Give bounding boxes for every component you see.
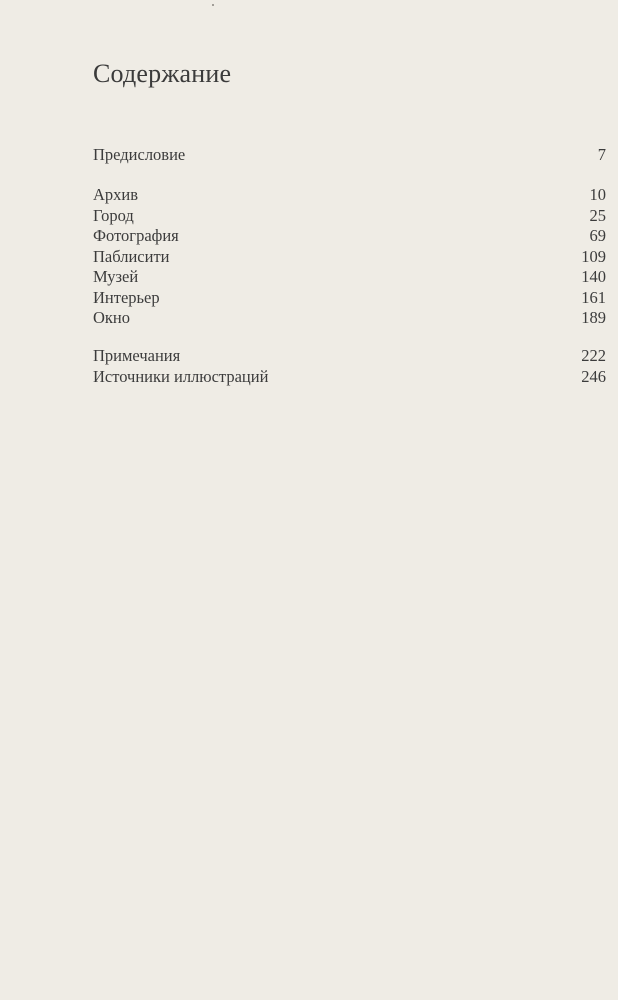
toc-entry-page: 109 (581, 246, 606, 266)
toc-entry-label: Город (93, 205, 134, 225)
toc-entry (93, 288, 606, 309)
toc-entry-page: 246 (581, 366, 606, 386)
toc-entry-label: Окно (93, 308, 131, 327)
toc-entry-page: 7 (597, 145, 606, 164)
toc-entry (93, 308, 606, 329)
toc-entry-page: 140 (581, 267, 606, 286)
toc-entry-label: Источники иллюстраций (93, 366, 269, 386)
toc-entry-page: 161 (581, 287, 606, 307)
page-title: Содержание (93, 59, 232, 88)
toc-entry-label: Предисловие (93, 145, 186, 164)
toc-entry-label: Интерьер (93, 287, 160, 307)
toc-entry-page: 10 (589, 185, 606, 204)
toc-entry-label: Фотография (93, 226, 179, 245)
toc-entry-label: Музей (93, 267, 139, 286)
toc-entry (93, 226, 606, 247)
toc-entry-page: 25 (589, 205, 606, 225)
toc-chapters (93, 185, 606, 329)
toc-back-matter (93, 346, 606, 387)
toc-front-matter (93, 145, 606, 166)
toc-entry-page: 189 (581, 308, 606, 327)
toc-entry-label: Примечания (93, 346, 181, 365)
toc-entry (93, 145, 606, 166)
toc-entry (93, 206, 606, 227)
toc-entry (93, 367, 606, 388)
toc-entry (93, 346, 606, 367)
toc-entry (93, 247, 606, 268)
toc-entry-page: 69 (589, 226, 606, 245)
toc-entry (93, 185, 606, 206)
toc-entry-page: 222 (581, 346, 606, 365)
paper-speck (212, 4, 214, 6)
toc-entry-label: Паблисити (93, 246, 170, 266)
toc-entry-label: Архив (93, 185, 139, 204)
toc-entry (93, 267, 606, 288)
